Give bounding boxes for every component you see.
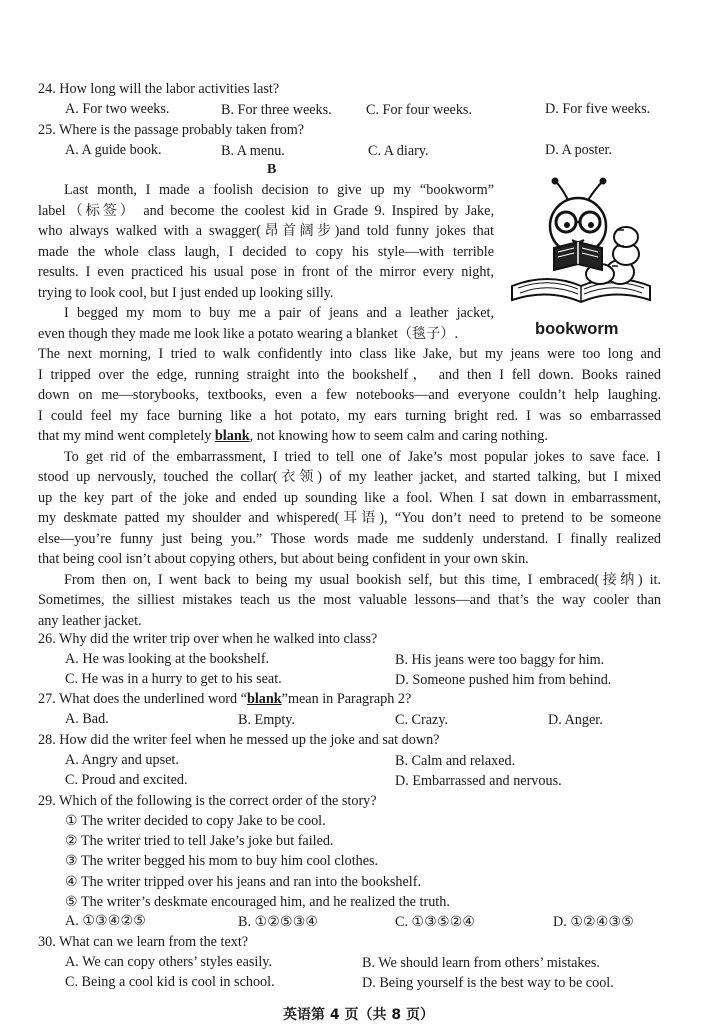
q24-option-a[interactable]: A. For two weeks. (65, 101, 170, 117)
paragraph-3-line: To get rid of the embarrassment, I tried to tell one of Jake’s most popular jokes to save face. I (64, 448, 661, 465)
q29-item: ① The writer decided to copy Jake to be cool. (65, 813, 326, 829)
q26-stem: 26. Why did the writer trip over when he walked into class? (38, 631, 378, 647)
paragraph-1-line: label（标签） and become the coolest kid in Grade 9. Inspired by Jake, (38, 202, 494, 219)
q24-option-d[interactable]: D. For five weeks. (545, 101, 651, 117)
paragraph-1-line: Last month, I made a foolish decision to give up my “bookworm” (64, 182, 494, 198)
paragraph-2-line: I tripped over the edge, running straight into the bookshelf， and then I fell down. Books rained (38, 366, 661, 383)
paragraph-2-line: I begged my mom to buy me a pair of jeans and a leather jacket, (64, 305, 494, 321)
paragraph-4-line: Sometimes, the silliest mistakes teach us the most valuable lessons—and that’s the way cooler than (38, 592, 661, 608)
paragraph-2-line: down on me—storybooks, textbooks, even a few notebooks—and everyone couldn’t help laughing. (38, 387, 661, 403)
q26-option-d[interactable]: D. Someone pushed him from behind. (395, 672, 612, 688)
q27-option-c[interactable]: C. Crazy. (395, 712, 449, 728)
q28-stem: 28. How did the writer feel when he messed up the joke and sat down? (38, 732, 440, 748)
paragraph-2-line: The next morning, I tried to walk confidently into class like Jake, but my jeans were too long and (38, 346, 661, 362)
paragraph-2-line: even though they made me look like a potato wearing a blanket（毯子）. (38, 325, 458, 342)
q27-option-b[interactable]: B. Empty. (238, 712, 296, 728)
q27-underlined-word: blank (246, 691, 282, 707)
q29-stem: 29. Which of the following is the correct order of the story? (38, 793, 377, 809)
q24-option-c[interactable]: C. For four weeks. (366, 102, 472, 118)
paragraph-3-line: else—you’re funny just being you.” Those words made me suddenly understand. I finally realized (38, 530, 661, 547)
q27-stem-text: ”mean in Paragraph 2? (281, 691, 412, 707)
paragraph-2-line: I could feel my face burning like a hot potato, my ears turning bright red. I was so embarrassed (38, 407, 661, 424)
q25-option-d[interactable]: D. A poster. (545, 142, 613, 158)
q30-option-c[interactable]: C. Being a cool kid is cool in school. (65, 974, 275, 990)
underlined-word: blank (214, 428, 250, 444)
paragraph-1-line: results. I even practiced his usual pose in front of the mirror every night, (38, 264, 494, 280)
q28-option-a[interactable]: A. Angry and upset. (65, 752, 179, 768)
paragraph-1 (38, 180, 494, 344)
q29-item: ② The writer tried to tell Jake’s joke but failed. (65, 833, 334, 849)
q28-option-c[interactable]: C. Proud and excited. (65, 772, 188, 788)
q25-option-a[interactable]: A. A guide book. (65, 142, 162, 158)
image-caption: bookworm (535, 320, 619, 338)
q24-stem: 24. How long will the labor activities last? (38, 81, 280, 97)
q29-option-c[interactable]: C. ①③⑤②④ (395, 914, 476, 930)
q28-option-b[interactable]: B. Calm and relaxed. (395, 753, 516, 769)
q29-item: ⑤ The writer’s deskmate encouraged him, and he realized the truth. (65, 894, 450, 910)
q29-option-a[interactable]: A. ①③④②⑤ (65, 913, 146, 929)
paragraph-4-line: From then on, I went back to being my usual bookish self, but this time, I embraced(接纳) it. (64, 571, 661, 588)
paragraph-1-line: trying to look cool, but I just ended up looking silly. (38, 284, 334, 301)
q28-option-d[interactable]: D. Embarrassed and nervous. (395, 773, 562, 789)
q27-stem-text: 27. What does the underlined word “ (38, 691, 247, 707)
paragraph-3-line: my deskmate patted my shoulder and whispered(耳语), “You don’t need to pretend to be someone (38, 510, 661, 526)
q25-option-c[interactable]: C. A diary. (368, 143, 429, 159)
q26-option-a[interactable]: A. He was looking at the bookshelf. (65, 651, 270, 667)
paragraph-1-line: who always walked with a swagger(昂首阔步)and told funny jokes that (38, 223, 494, 239)
q30-option-a[interactable]: A. We can copy others’ styles easily. (65, 954, 273, 970)
q30-option-d[interactable]: D. Being yourself is the best way to be cool. (362, 975, 614, 991)
paragraph-4-line: any leather jacket. (38, 612, 142, 629)
q26-option-b[interactable]: B. His jeans were too baggy for him. (395, 652, 605, 668)
paragraph-3-line: up the key part of the joke and ended up sounding like a fool. When I sat down in embarrassment, (38, 489, 661, 506)
q25-stem: 25. Where is the passage probably taken from? (38, 122, 305, 138)
paragraph-3-line: that being cool isn’t about copying others, but about being confident in your own skin. (38, 551, 529, 567)
q27-option-a[interactable]: A. Bad. (65, 711, 109, 727)
q29-item: ③ The writer begged his mom to buy him cool clothes. (65, 853, 379, 869)
q29-option-d[interactable]: D. ①②④③⑤ (553, 914, 634, 930)
paragraph-3-line: stood up nervously, touched the collar(衣领) of my leather jacket, and started talking, but I mixed (38, 469, 661, 485)
paragraph-2-last-line (38, 426, 661, 447)
paragraph-1-line: made the whole class laugh, I decided to copy his style—with terrible (38, 243, 494, 260)
q26-option-c[interactable]: C. He was in a hurry to get to his seat. (65, 671, 282, 687)
paragraph-2-text: , not knowing how to seem calm and caring nothing. (249, 428, 548, 444)
bookworm-illustration (508, 176, 654, 312)
q27-stem (38, 690, 411, 708)
paragraph-2-text: that my mind went completely (38, 428, 215, 444)
q25-option-b[interactable]: B. A menu. (221, 143, 285, 159)
paragraph-2-full (38, 344, 661, 631)
q30-option-b[interactable]: B. We should learn from others’ mistakes. (362, 955, 600, 971)
q29-item: ④ The writer tripped over his jeans and ran into the bookshelf. (65, 874, 422, 890)
q30-stem: 30. What can we learn from the text? (38, 934, 249, 950)
q29-option-b[interactable]: B. ①②⑤③④ (238, 914, 319, 930)
section-label: B (267, 162, 277, 177)
page-footer: 英语第 4 页（共 8 页） (283, 1007, 434, 1023)
q27-option-d[interactable]: D. Anger. (548, 712, 603, 728)
q24-option-b[interactable]: B. For three weeks. (221, 102, 332, 118)
